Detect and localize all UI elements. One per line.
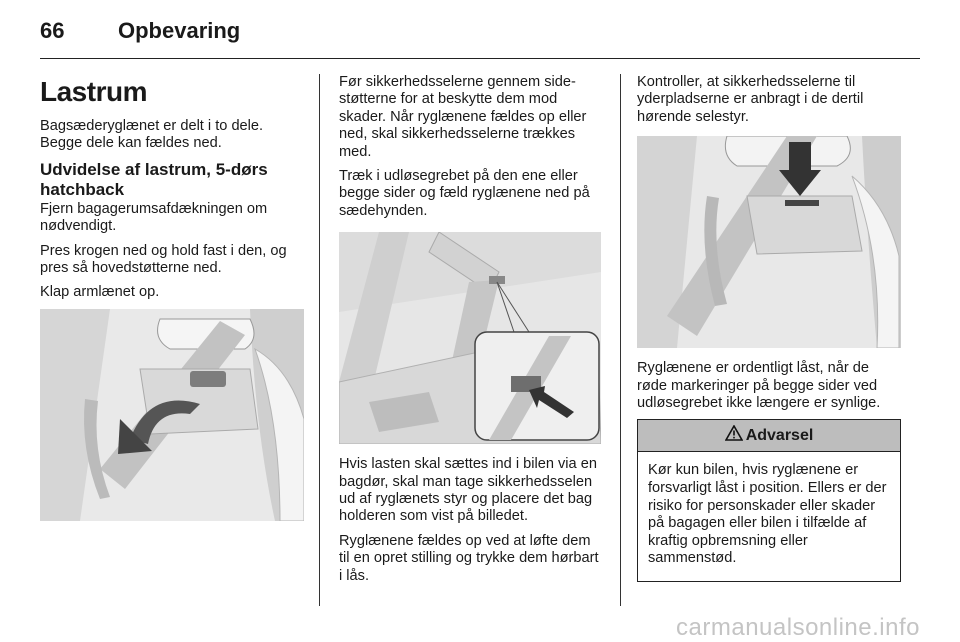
step-remove-cover: Fjern bagagerumsafdækningen om nødvendigt. bbox=[40, 200, 268, 235]
rear-door-load-text: Hvis lasten skal sættes ind i bilen via en bagdør, skal man tage sikkerhedsselen ud af ryglænets styr og placere det bag holderen som vist på billedet. bbox=[339, 456, 597, 525]
warning-triangle-icon bbox=[725, 425, 743, 446]
lock-check-text: Ryglænene er ordentligt låst, når de røde markeringer på begge sider ved udløsegrebet ikke længere er synlige. bbox=[637, 360, 881, 412]
step-fold-armrest: Klap armlænet op. bbox=[40, 284, 160, 301]
column-3 bbox=[637, 74, 901, 582]
release-lever-text: Træk i udløsegrebet på den ene eller begge sider og fæld ryglænene ned på sædehynden. bbox=[339, 168, 590, 219]
subsection-title: Udvidelse af lastrum, 5-dørs hatchback bbox=[40, 159, 268, 199]
warning-box bbox=[637, 419, 901, 582]
headrest-release-illustration bbox=[40, 309, 304, 521]
check-belt-text: Kontroller, at sikkerhedsselerne til yderpladserne er anbragt i de dertil hørende selestyr. bbox=[637, 74, 864, 125]
column-divider-1 bbox=[319, 74, 320, 606]
seat-belt-holder-illustration bbox=[339, 232, 601, 444]
belt-guide-text: Før sikkerhedsselerne gennem sidestøtterne for at beskytte dem mod skader. Når ryglænene fældes op eller ned, skal sikkerhedsselerne trækkes med. bbox=[339, 74, 587, 160]
page-number: 66 bbox=[40, 18, 65, 43]
section-title: Lastrum bbox=[40, 76, 147, 107]
watermark: carmanualsonline.info bbox=[676, 614, 920, 641]
intro-text: Bagsæderyglænet er delt i to dele. Begge dele kan fældes ned. bbox=[40, 118, 264, 152]
backrest-lock-indicator-illustration bbox=[637, 136, 901, 348]
warning-title: Advarsel bbox=[745, 426, 814, 444]
raise-backrest-text: Ryglænene fældes op ved at løfte dem til en opret stilling og trykke dem hørbart i lås. bbox=[339, 532, 599, 584]
warning-body bbox=[638, 452, 900, 581]
step-press-hook: Pres krogen ned og hold fast i den, og pres så hovedstøtterne ned. bbox=[40, 242, 287, 277]
page-header bbox=[40, 18, 920, 50]
column-1 bbox=[40, 74, 306, 521]
column-divider-2 bbox=[620, 74, 621, 606]
warning-text: Kør kun bilen, hvis ryglænene er forsvarligt låst i position. Ellers er der risiko for personskader eller skader på bagagen eller bilen i tilfælde af kraftig opbremsning eller sammenstød. bbox=[648, 462, 887, 567]
header-divider bbox=[40, 58, 920, 59]
column-2 bbox=[339, 74, 603, 592]
warning-header bbox=[638, 420, 900, 452]
chapter-title: Opbevaring bbox=[118, 18, 241, 43]
